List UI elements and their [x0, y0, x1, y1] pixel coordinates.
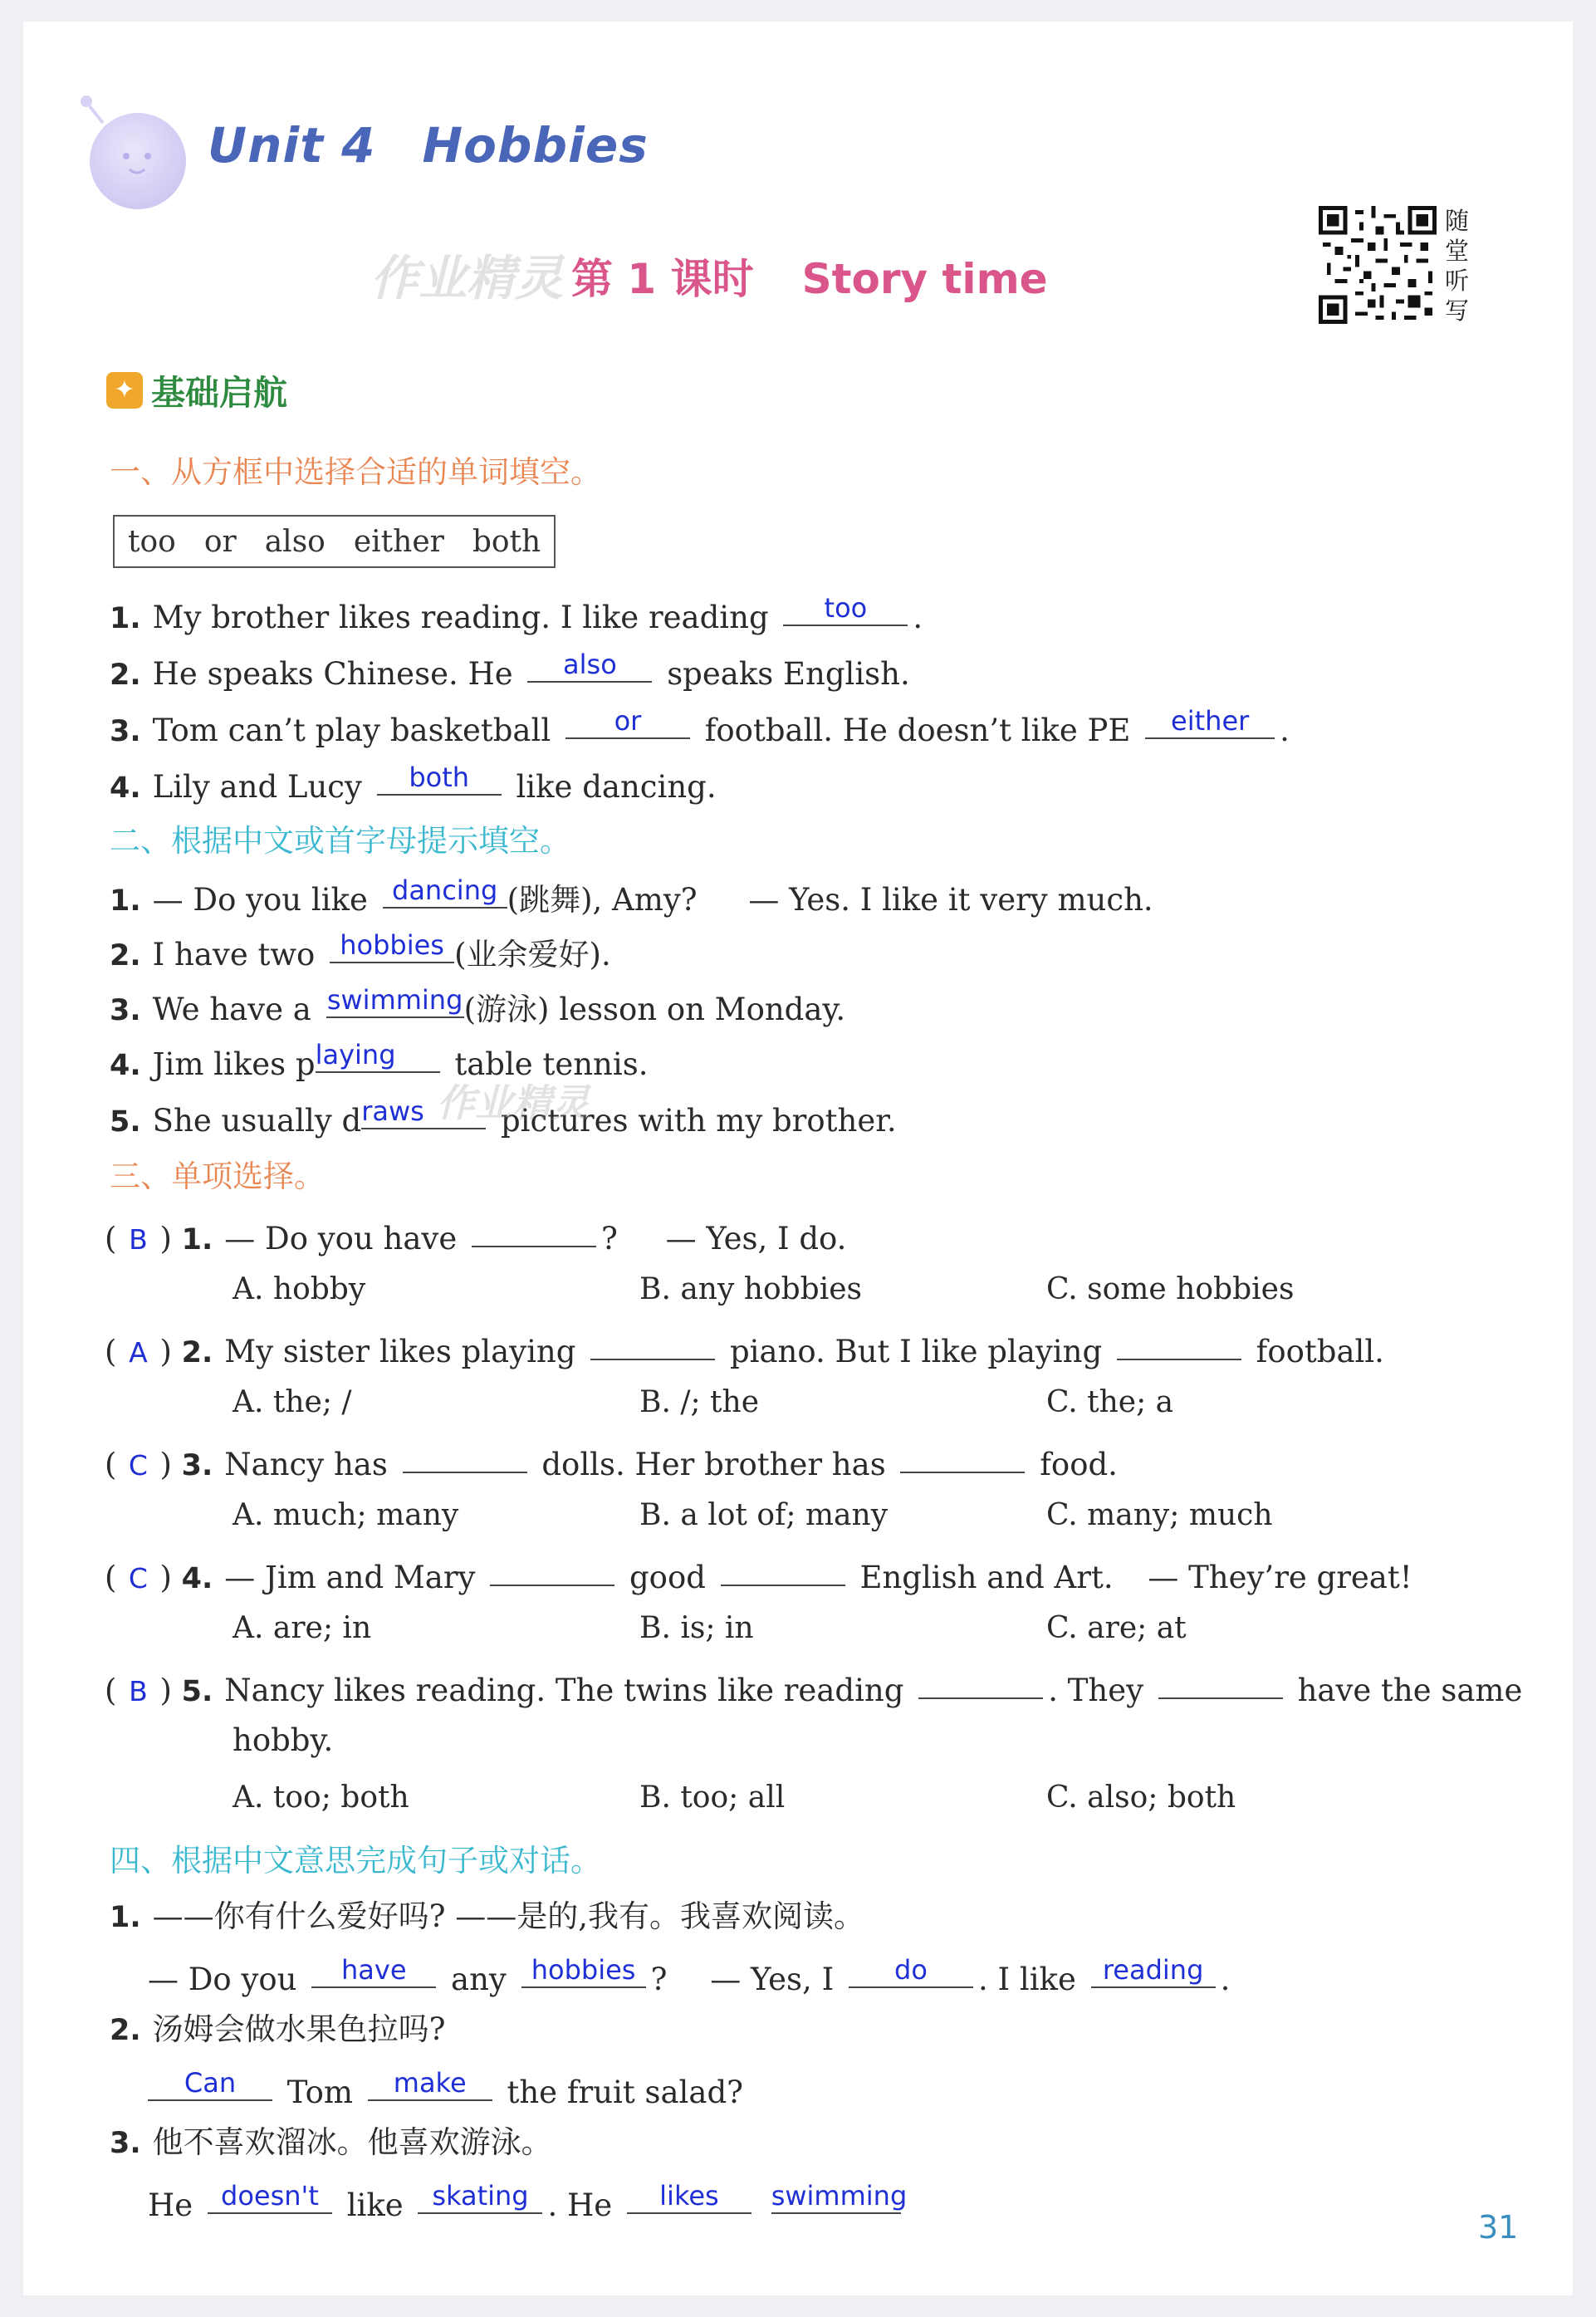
answer-blank — [490, 1546, 614, 1586]
answer-text: make — [393, 2067, 467, 2099]
question-continuation: hobby. — [233, 1722, 334, 1758]
options-row — [23, 1772, 1573, 1822]
question-text: — Do you like — [152, 882, 368, 918]
translation-item — [110, 2005, 446, 2055]
item-number: 1. — [110, 884, 141, 918]
choice-question — [105, 1207, 846, 1257]
answer-blank[interactable] — [326, 978, 464, 1018]
answer-blank[interactable] — [849, 1948, 973, 1988]
question-text: She usually — [152, 1103, 332, 1139]
question-text: — Yes, I do. — [665, 1221, 847, 1256]
word-box-word: either — [353, 524, 444, 559]
item-number: 4. — [110, 1049, 141, 1082]
item-number: 4. — [110, 772, 141, 805]
answer-text: too — [824, 592, 868, 624]
answer-blank[interactable] — [783, 586, 908, 626]
answer-blank[interactable] — [330, 923, 454, 963]
question-text: Tom can’t play basketball — [152, 713, 551, 748]
qr-label-char: 随 — [1445, 207, 1470, 235]
question-text: Nancy likes reading. The twins like reading — [224, 1673, 904, 1708]
question-text: (跳舞), Amy? — [507, 882, 698, 918]
sentence-text: like — [346, 2187, 404, 2223]
word-box-word: too — [128, 524, 176, 559]
sentence-text: . — [977, 1962, 988, 1997]
option-b[interactable]: B. is; in — [639, 1611, 754, 1645]
answer-blank[interactable] — [1091, 1948, 1216, 1988]
translation-item — [110, 1892, 864, 1942]
option-a[interactable]: A. are; in — [233, 1611, 372, 1645]
answer-text: laying — [315, 1039, 396, 1070]
options-row — [23, 1377, 1573, 1427]
watermark: 作业精灵 — [370, 250, 564, 306]
question-text: They — [1067, 1673, 1144, 1708]
answer-text: swimming — [771, 2180, 908, 2212]
question-text: like dancing. — [516, 769, 717, 805]
answer-text: have — [340, 1954, 407, 1986]
qr-label-char: 堂 — [1445, 237, 1470, 265]
translation-answer-line — [148, 1948, 1230, 1998]
question-text: piano. But I like playing — [729, 1334, 1103, 1369]
item-number: 5. — [181, 1675, 213, 1708]
part1-item — [110, 586, 923, 636]
answer-blank[interactable] — [368, 2061, 492, 2101]
item-number: 2. — [110, 659, 141, 692]
rocket-icon: ✦ — [106, 372, 143, 409]
question-text: We have a — [152, 992, 311, 1027]
question-text: Lily and Lucy — [152, 769, 362, 805]
answer-text: dancing — [392, 874, 498, 906]
item-number: 3. — [181, 1449, 213, 1482]
paren-close: ) — [159, 1334, 172, 1369]
question-text: football. He doesn’t like PE — [704, 713, 1131, 748]
initial-letter-hint: d — [341, 1103, 362, 1139]
item-number: 2. — [110, 2014, 141, 2047]
page-number: 31 — [1478, 2209, 1519, 2246]
answer-text: do — [894, 1954, 928, 1986]
question-text: — They’re great! — [1148, 1560, 1412, 1595]
paren-close: ) — [159, 1560, 172, 1595]
answer-text: swimming — [326, 984, 463, 1016]
options-row — [23, 1490, 1573, 1540]
question-text: — Jim and Mary — [224, 1560, 476, 1595]
answer-blank — [721, 1546, 845, 1586]
item-number: 3. — [110, 994, 141, 1027]
lesson-number: 第 1 课时 — [571, 255, 754, 303]
answer-text: hobbies — [340, 929, 444, 961]
paren-close: ) — [159, 1673, 172, 1708]
question-text: (游泳) lesson on Monday. — [463, 992, 846, 1027]
answer-blank[interactable] — [1145, 699, 1275, 739]
question-text: good — [629, 1560, 706, 1595]
question-text: (业余爱好). — [454, 937, 611, 972]
choice-question — [105, 1433, 1118, 1483]
paren-open: ( — [105, 1447, 117, 1482]
sentence-text: Tom — [286, 2075, 353, 2110]
sentence-text: ? — [650, 1962, 668, 1997]
answer-blank — [1117, 1320, 1241, 1360]
question-text: ? — [600, 1221, 618, 1256]
answer-blank[interactable] — [316, 1033, 440, 1073]
question-text: pictures with my brother. — [501, 1103, 897, 1139]
chinese-prompt: ——你有什么爱好吗? ——是的,我有。我喜欢阅读。 — [152, 1898, 865, 1934]
option-c[interactable]: C. are; at — [1046, 1611, 1187, 1645]
item-number: 1. — [181, 1223, 213, 1256]
answer-blank[interactable] — [311, 1948, 436, 1988]
answer-blank[interactable] — [527, 643, 652, 683]
section-title: 基础启航 — [151, 373, 287, 413]
paren-close: ) — [159, 1447, 172, 1482]
qr-label-char: 写 — [1445, 296, 1470, 325]
answer-blank — [403, 1433, 527, 1473]
choice-answer[interactable]: C — [128, 1449, 148, 1482]
paren-open: ( — [105, 1560, 117, 1595]
part2-item — [110, 869, 1153, 918]
question-text: I have two — [152, 937, 316, 972]
choice-answer[interactable]: B — [129, 1223, 148, 1256]
answer-text: raws — [361, 1095, 424, 1127]
item-number: 1. — [110, 602, 141, 635]
qr-label-char: 听 — [1445, 267, 1470, 295]
option-b[interactable]: B. a lot of; many — [639, 1498, 889, 1532]
word-box-word: both — [472, 524, 541, 559]
lesson-title — [571, 246, 1048, 306]
sentence-text: He — [148, 2187, 193, 2223]
word-box-word: or — [203, 524, 237, 559]
option-c[interactable]: C. also; both — [1046, 1781, 1236, 1815]
options-row — [23, 1603, 1573, 1653]
answer-blank — [900, 1433, 1025, 1473]
sentence-text: . — [1220, 1962, 1231, 1997]
question-text: . — [1280, 713, 1290, 748]
options-row — [23, 1264, 1573, 1314]
translation-item — [110, 2118, 552, 2168]
initial-letter-hint: p — [295, 1046, 316, 1082]
question-text: English and Art. — [859, 1560, 1114, 1595]
unit-title — [208, 117, 649, 174]
translation-answer-line — [148, 2061, 743, 2111]
qr-code-icon[interactable] — [1319, 206, 1437, 324]
question-text: — Do you have — [224, 1221, 458, 1256]
paren-open: ( — [105, 1334, 117, 1369]
part2-item — [110, 923, 611, 973]
paren-open: ( — [105, 1221, 117, 1256]
part1-item — [110, 643, 910, 693]
part3-title: 三、单项选择。 — [110, 1158, 325, 1194]
sentence-text: any — [451, 1962, 507, 1997]
question-text: dolls. Her brother has — [541, 1447, 886, 1482]
item-number: 3. — [110, 715, 141, 748]
answer-text: likes — [659, 2180, 719, 2212]
answer-blank[interactable] — [377, 756, 502, 796]
answer-blank — [918, 1659, 1043, 1699]
answer-blank — [472, 1207, 596, 1247]
chinese-prompt: 他不喜欢溜冰。他喜欢游泳。 — [152, 2124, 552, 2160]
question-text: table tennis. — [454, 1046, 649, 1082]
item-number: 2. — [181, 1336, 213, 1369]
part1-title: 一、从方框中选择合适的单词填空。 — [110, 454, 601, 490]
option-a[interactable]: A. the; / — [233, 1385, 352, 1419]
item-number: 5. — [110, 1105, 141, 1139]
answer-text: either — [1171, 705, 1250, 737]
question-text: speaks English. — [667, 656, 910, 692]
question-text: . — [1048, 1673, 1058, 1708]
part1-item — [110, 699, 1290, 749]
answer-text: or — [614, 705, 642, 737]
option-c[interactable]: C. the; a — [1046, 1385, 1174, 1419]
choice-answer[interactable]: A — [129, 1336, 148, 1369]
option-b[interactable]: B. /; the — [639, 1385, 759, 1419]
option-b[interactable]: B. too; all — [639, 1781, 786, 1815]
question-text: food. — [1040, 1447, 1118, 1482]
answer-blank[interactable] — [627, 2174, 751, 2214]
question-text: — Yes. I like it very much. — [748, 882, 1153, 918]
section-heading — [106, 365, 287, 414]
answer-text: both — [409, 762, 470, 793]
item-number: 2. — [110, 939, 141, 972]
answer-blank[interactable] — [208, 2174, 332, 2214]
word-box-word: also — [264, 524, 326, 559]
option-a[interactable]: A. hobby — [233, 1272, 366, 1306]
choice-question — [105, 1659, 1522, 1709]
question-text: My brother likes reading. I like reading — [152, 600, 769, 635]
answer-blank[interactable] — [771, 2174, 908, 2214]
part2-item — [110, 978, 845, 1028]
sentence-text: He — [566, 2187, 613, 2223]
choice-answer[interactable]: B — [129, 1675, 148, 1707]
option-a[interactable]: A. much; many — [233, 1498, 459, 1532]
answer-text: also — [563, 649, 617, 680]
item-number: 1. — [110, 1901, 141, 1934]
choice-question — [105, 1320, 1384, 1370]
question-text: . — [913, 600, 923, 635]
sentence-text: I like — [997, 1962, 1076, 1997]
answer-blank[interactable] — [148, 2061, 272, 2101]
answer-blank[interactable] — [383, 869, 507, 909]
paren-open: ( — [105, 1673, 117, 1708]
item-number: 4. — [181, 1562, 213, 1595]
question-text: Jim likes — [152, 1046, 286, 1082]
answer-blank[interactable] — [418, 2174, 542, 2214]
answer-blank[interactable] — [521, 1948, 646, 1988]
option-b[interactable]: B. any hobbies — [639, 1272, 863, 1306]
option-a[interactable]: A. too; both — [233, 1781, 409, 1815]
question-text: football. — [1256, 1334, 1384, 1369]
option-c[interactable]: C. some hobbies — [1046, 1272, 1295, 1306]
lesson-name: Story time — [801, 255, 1048, 303]
word-box — [113, 515, 556, 568]
unit-name: Hobbies — [422, 117, 649, 174]
paren-close: ) — [159, 1221, 172, 1256]
question-text: Nancy has — [224, 1447, 388, 1482]
workbook-page — [23, 22, 1573, 2295]
answer-text: Can — [184, 2067, 237, 2099]
choice-answer[interactable]: C — [128, 1562, 148, 1594]
question-text: My sister likes playing — [224, 1334, 576, 1369]
sentence-text: . — [547, 2187, 558, 2223]
translation-answer-line — [148, 2174, 906, 2224]
part1-item — [110, 756, 717, 806]
sentence-text: — Yes, I — [710, 1962, 835, 1997]
answer-text: reading — [1102, 1954, 1204, 1986]
question-text: have the same — [1297, 1673, 1523, 1708]
chinese-prompt: 汤姆会做水果色拉吗? — [152, 2011, 446, 2047]
answer-blank[interactable] — [565, 699, 690, 739]
answer-blank — [1158, 1659, 1283, 1699]
part2-title: 二、根据中文或首字母提示填空。 — [110, 823, 570, 859]
watermark: 作业精灵 — [437, 1080, 590, 1125]
mascot-bubble-icon — [78, 90, 189, 211]
unit-number: Unit 4 — [208, 117, 376, 174]
answer-text: skating — [432, 2180, 529, 2212]
answer-text: hobbies — [531, 1954, 636, 1986]
answer-blank — [590, 1320, 715, 1360]
qr-label — [1445, 206, 1473, 326]
part4-title: 四、根据中文意思完成句子或对话。 — [110, 1843, 601, 1879]
option-c[interactable]: C. many; much — [1046, 1498, 1273, 1532]
sentence-text: the fruit salad? — [507, 2075, 743, 2110]
sentence-text: — Do you — [148, 1962, 297, 1997]
answer-text: doesn't — [221, 2180, 319, 2212]
choice-question — [105, 1546, 1412, 1596]
question-text: He speaks Chinese. He — [152, 656, 513, 692]
item-number: 3. — [110, 2127, 141, 2160]
